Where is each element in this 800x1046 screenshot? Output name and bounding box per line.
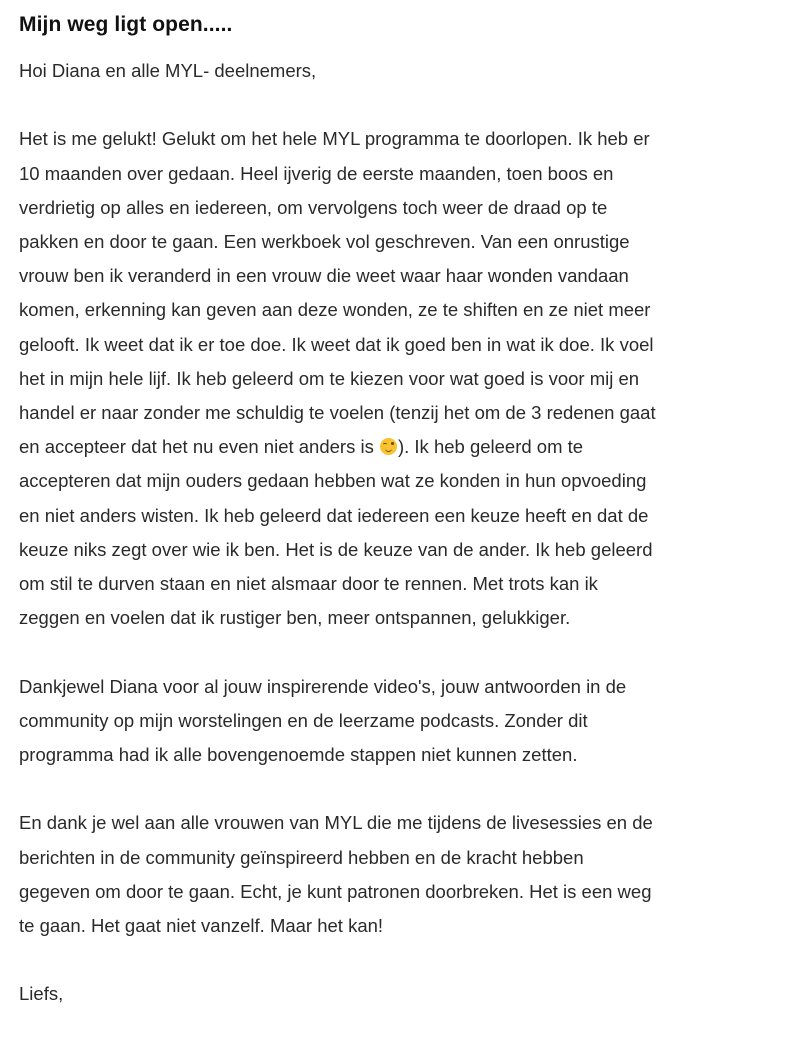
post-title: Mijn weg ligt open..... (19, 13, 233, 36)
closing-line: Liefs, (19, 983, 64, 1005)
paragraph-line: te gaan. Het gaat niet vanzelf. Maar het kan! (19, 915, 384, 937)
paragraph-2 (19, 670, 779, 773)
greeting-line: Hoi Diana en alle MYL- deelnemers, (19, 60, 317, 81)
paragraph-line: accepteren dat mijn ouders gedaan hebben wat ze konden in hun opvoeding (19, 470, 647, 492)
paragraph-line: Dankjewel Diana voor al jouw inspirerende video's, jouw antwoorden in de (19, 675, 627, 697)
paragraph-line: het in mijn hele lijf. Ik heb geleerd om te kiezen voor wat goed is voor mij en (19, 367, 640, 389)
post (19, 0, 779, 1046)
greeting (19, 54, 779, 88)
paragraph-line: verdrietig op alles en iedereen, om vervolgens toch weer de draad op te (19, 196, 608, 218)
paragraph-line: berichten in de community geïnspireerd hebben en de kracht hebben (19, 846, 584, 868)
paragraph-line: om stil te durven staan en niet alsmaar door te rennen. Met trots kan ik (19, 573, 598, 595)
post-body (19, 54, 779, 1012)
paragraph-1 (19, 122, 779, 635)
paragraph-line: Het is me gelukt! Gelukt om het hele MYL programma te doorlopen. Ik heb er (19, 128, 650, 150)
emoji-text-before: en accepteer dat het nu even niet anders is (19, 436, 379, 458)
winking-face-icon (380, 438, 397, 455)
paragraph-line: gelooft. Ik weet dat ik er toe doe. Ik weet dat ik goed ben in wat ik doe. Ik voel (19, 333, 654, 355)
paragraph-line: gegeven om door te gaan. Echt, je kunt patronen doorbreken. Het is een weg (19, 880, 652, 902)
paragraph-line: 10 maanden over gedaan. Heel ijverig de eerste maanden, toen boos en (19, 162, 614, 184)
paragraph-line-with-emoji (19, 430, 779, 464)
paragraph-line: vrouw ben ik veranderd in een vrouw die weet waar haar wonden vandaan (19, 265, 629, 287)
emoji-text-after: ). Ik heb geleerd om te (397, 436, 584, 458)
paragraph-line: En dank je wel aan alle vrouwen van MYL die me tijdens de livesessies en de (19, 812, 653, 834)
paragraph-line: programma had ik alle bovengenoemde stappen niet kunnen zetten. (19, 744, 578, 766)
paragraph-line: handel er naar zonder me schuldig te voelen (tenzij het om de 3 redenen gaat (19, 402, 656, 424)
paragraph-line: en niet anders wisten. Ik heb geleerd dat iedereen een keuze heeft en dat de (19, 504, 649, 526)
paragraph-line: zeggen en voelen dat ik rustiger ben, meer ontspannen, gelukkiger. (19, 607, 571, 629)
paragraph-line: community op mijn worstelingen en de leerzame podcasts. Zonder dit (19, 709, 588, 731)
paragraph-line: komen, erkenning kan geven aan deze wonden, ze te shiften en ze niet meer (19, 299, 651, 321)
paragraph-line: pakken en door te gaan. Een werkboek vol geschreven. Van een onrustige (19, 231, 630, 252)
paragraph-3 (19, 806, 779, 943)
paragraph-line: keuze niks zegt over wie ik ben. Het is de keuze van de ander. Ik heb geleerd (19, 538, 653, 560)
closing (19, 977, 779, 1011)
